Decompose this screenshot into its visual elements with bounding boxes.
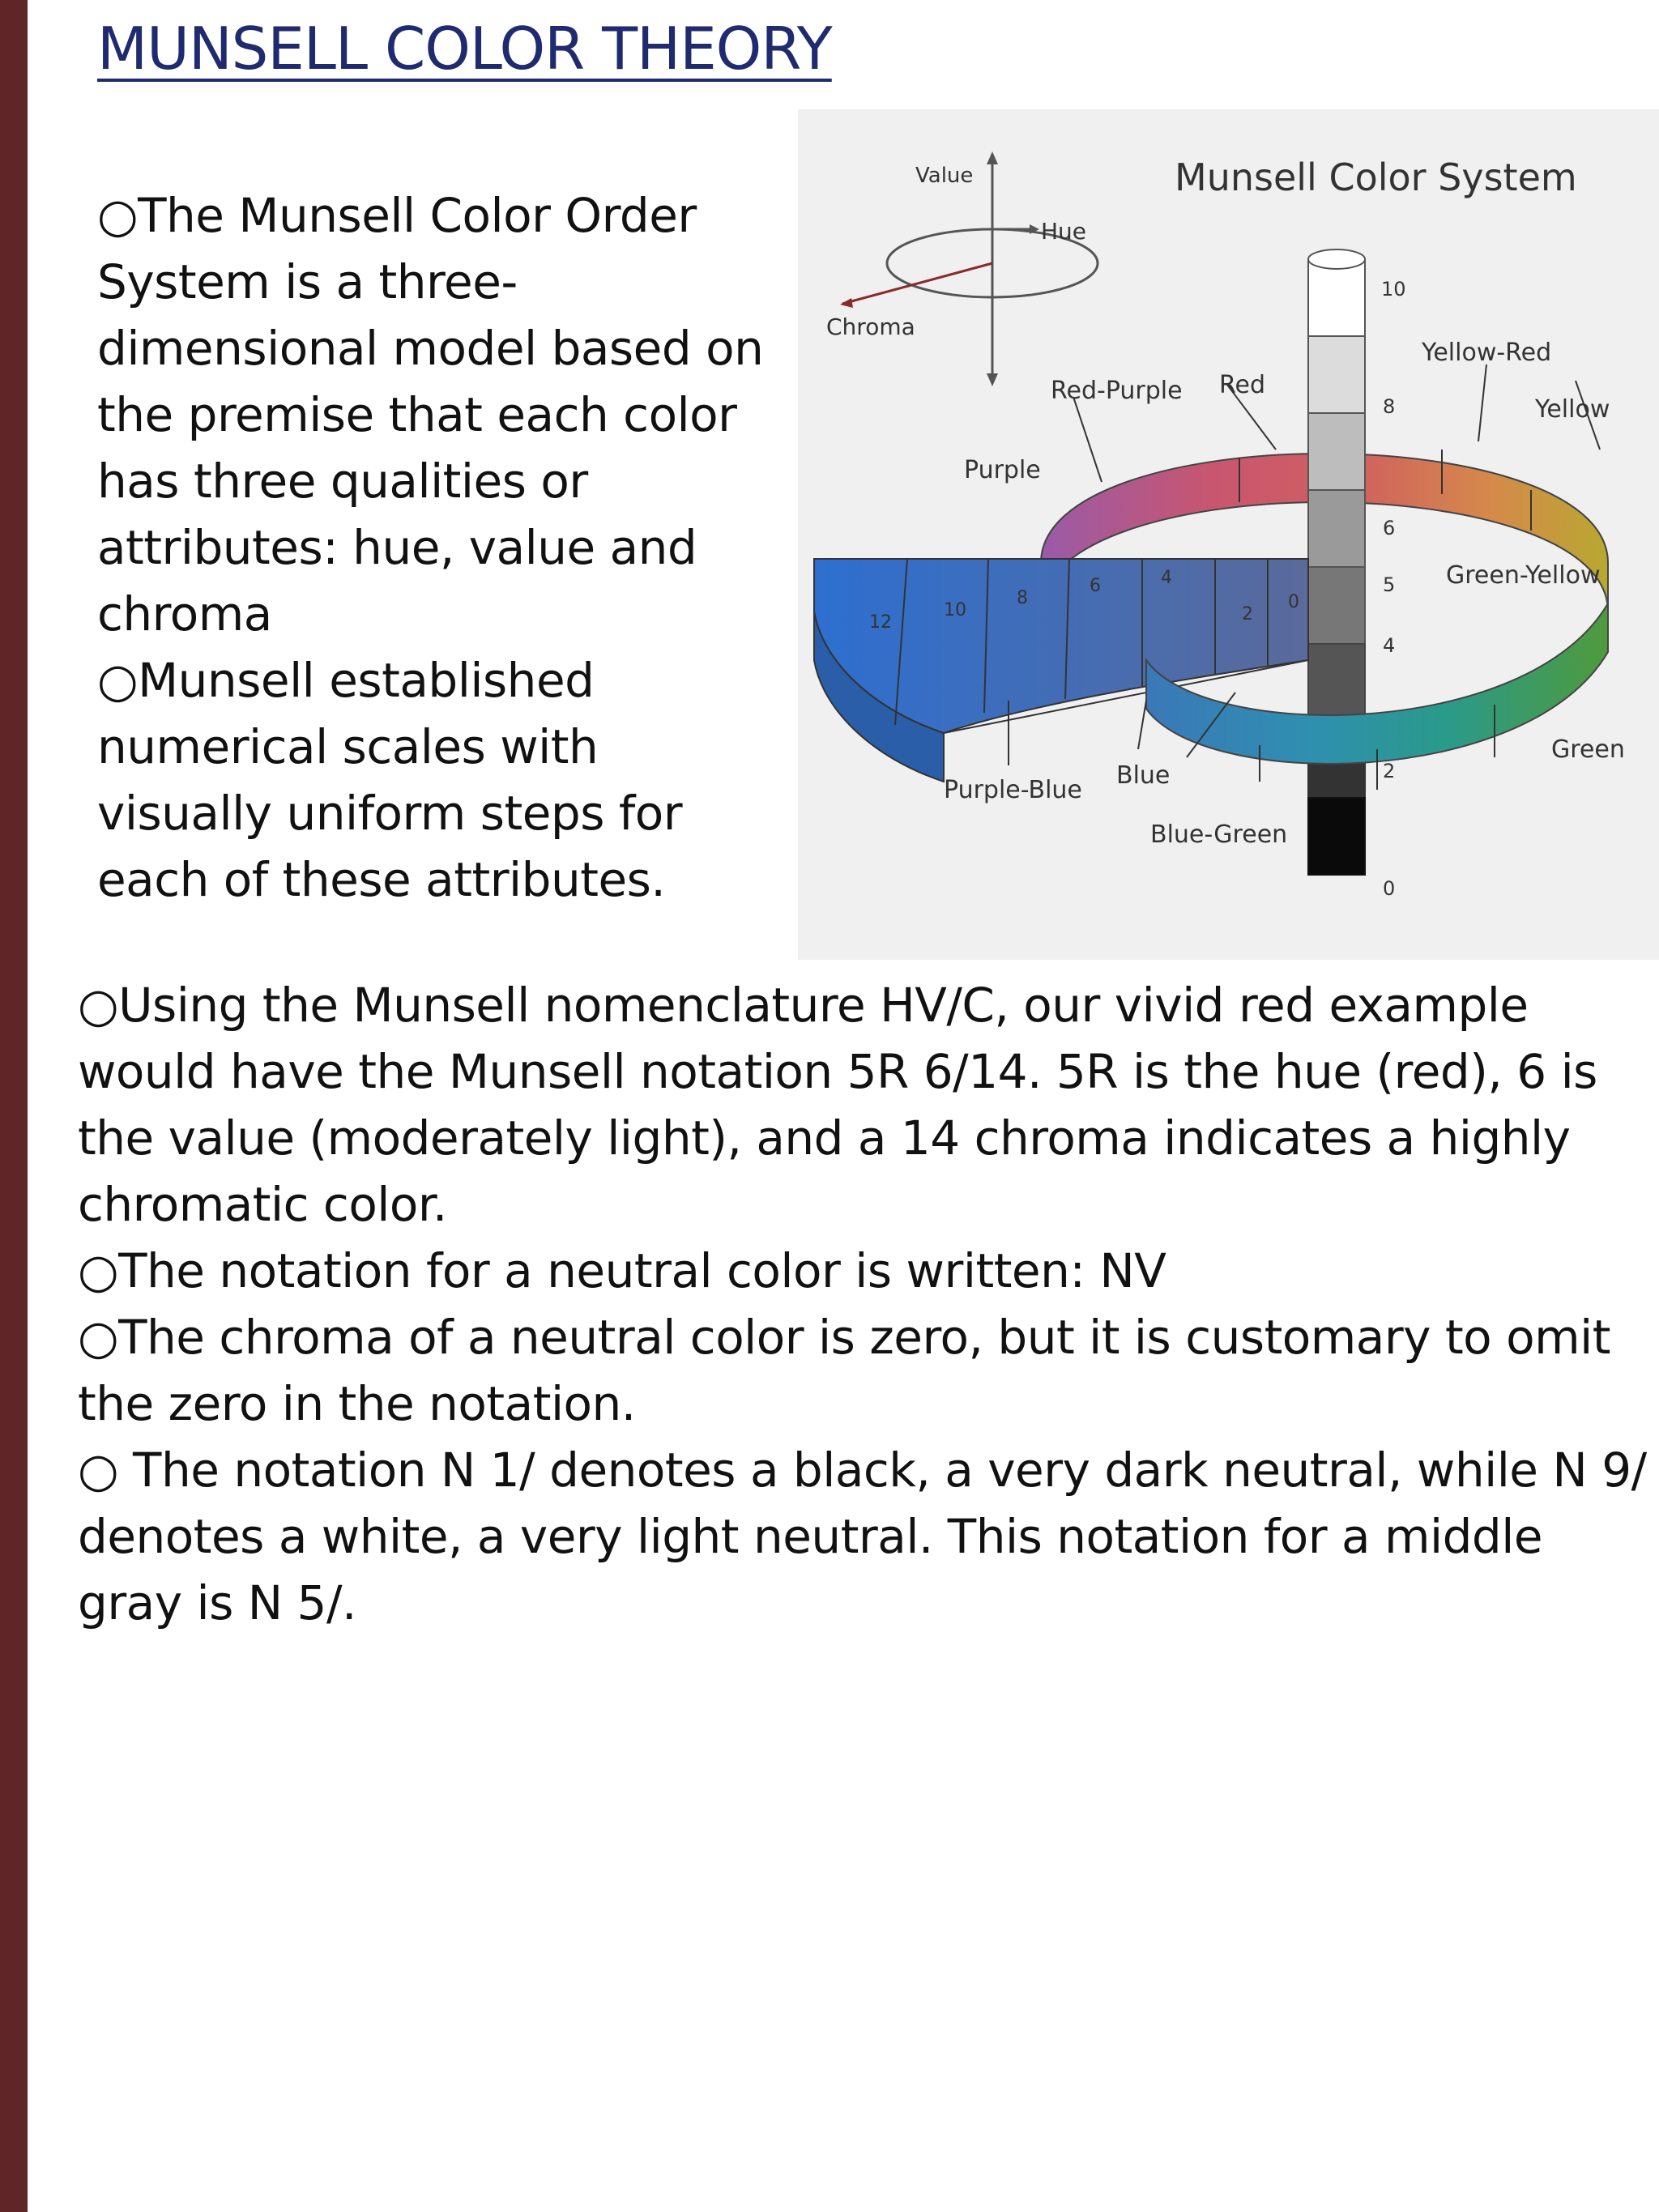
body-paragraph: ○The notation for a neutral color is written: NV: [78, 1243, 1166, 1298]
value-tick: 8: [1383, 395, 1396, 418]
axis-label-chroma: Chroma: [826, 313, 915, 340]
value-tick: 10: [1381, 278, 1406, 300]
hue-label-yellow-red: Yellow-Red: [1422, 339, 1552, 367]
hue-label-blue-green: Blue-Green: [1150, 820, 1288, 849]
chroma-tick: 6: [1090, 576, 1101, 596]
figure-title: Munsell Color System: [1175, 156, 1577, 199]
chroma-tick: 12: [869, 612, 892, 633]
hue-label-red-purple: Red-Purple: [1051, 377, 1183, 405]
hue-label-green: Green: [1551, 735, 1625, 764]
value-tick: 0: [1383, 877, 1396, 900]
body-paragraph: ○The chroma of a neutral color is zero, but it is customary to omit the zero in the notation.: [78, 1310, 1610, 1431]
chroma-tick: 4: [1161, 568, 1172, 588]
chroma-tick: 10: [944, 600, 966, 620]
chroma-tick: 2: [1242, 604, 1253, 624]
chroma-tick: 0: [1288, 592, 1299, 612]
value-tick: 2: [1383, 760, 1396, 782]
axis-label-value: Value: [915, 164, 974, 188]
body-paragraph: ○ The notation N 1/ denotes a black, a very dark neutral, while N 9/ denotes a white, a very light neutral. This notation for a middle gray is N 5/.: [78, 1443, 1647, 1630]
hue-label-purple-blue: Purple-Blue: [944, 776, 1082, 804]
left-accent-bar: [0, 0, 28, 2212]
hue-label-green-yellow: Green-Yellow: [1446, 561, 1601, 590]
value-tick: 6: [1383, 517, 1396, 539]
intro-paragraph: ○Munsell established numerical scales with visually uniform steps for each of these attributes.: [97, 653, 683, 907]
intro-text: [97, 182, 786, 913]
hue-label-purple: Purple: [964, 456, 1041, 484]
value-tick: 5: [1383, 573, 1396, 596]
munsell-diagram: [798, 109, 1659, 960]
hue-label-blue: Blue: [1116, 761, 1171, 790]
axis-label-hue: Hue: [1041, 218, 1087, 245]
body-paragraph: ○Using the Munsell nomenclature HV/C, our vivid red example would have the Munsell notation 5R 6/14. 5R is the hue (red), 6 is the value (moderately light), and a 14 chroma indicates a highly chromatic color.: [78, 978, 1597, 1232]
body-text: [78, 972, 1649, 1636]
value-tick: 4: [1383, 634, 1396, 657]
page-title: MUNSELL COLOR THEORY: [97, 15, 832, 83]
hue-label-yellow: Yellow: [1535, 395, 1610, 424]
chroma-tick: 8: [1017, 588, 1028, 608]
intro-paragraph: ○The Munsell Color Order System is a three-dimensional model based on the premise that each color has three qualities or attributes: hue, value and chroma: [97, 188, 764, 641]
hue-label-red: Red: [1219, 371, 1265, 399]
